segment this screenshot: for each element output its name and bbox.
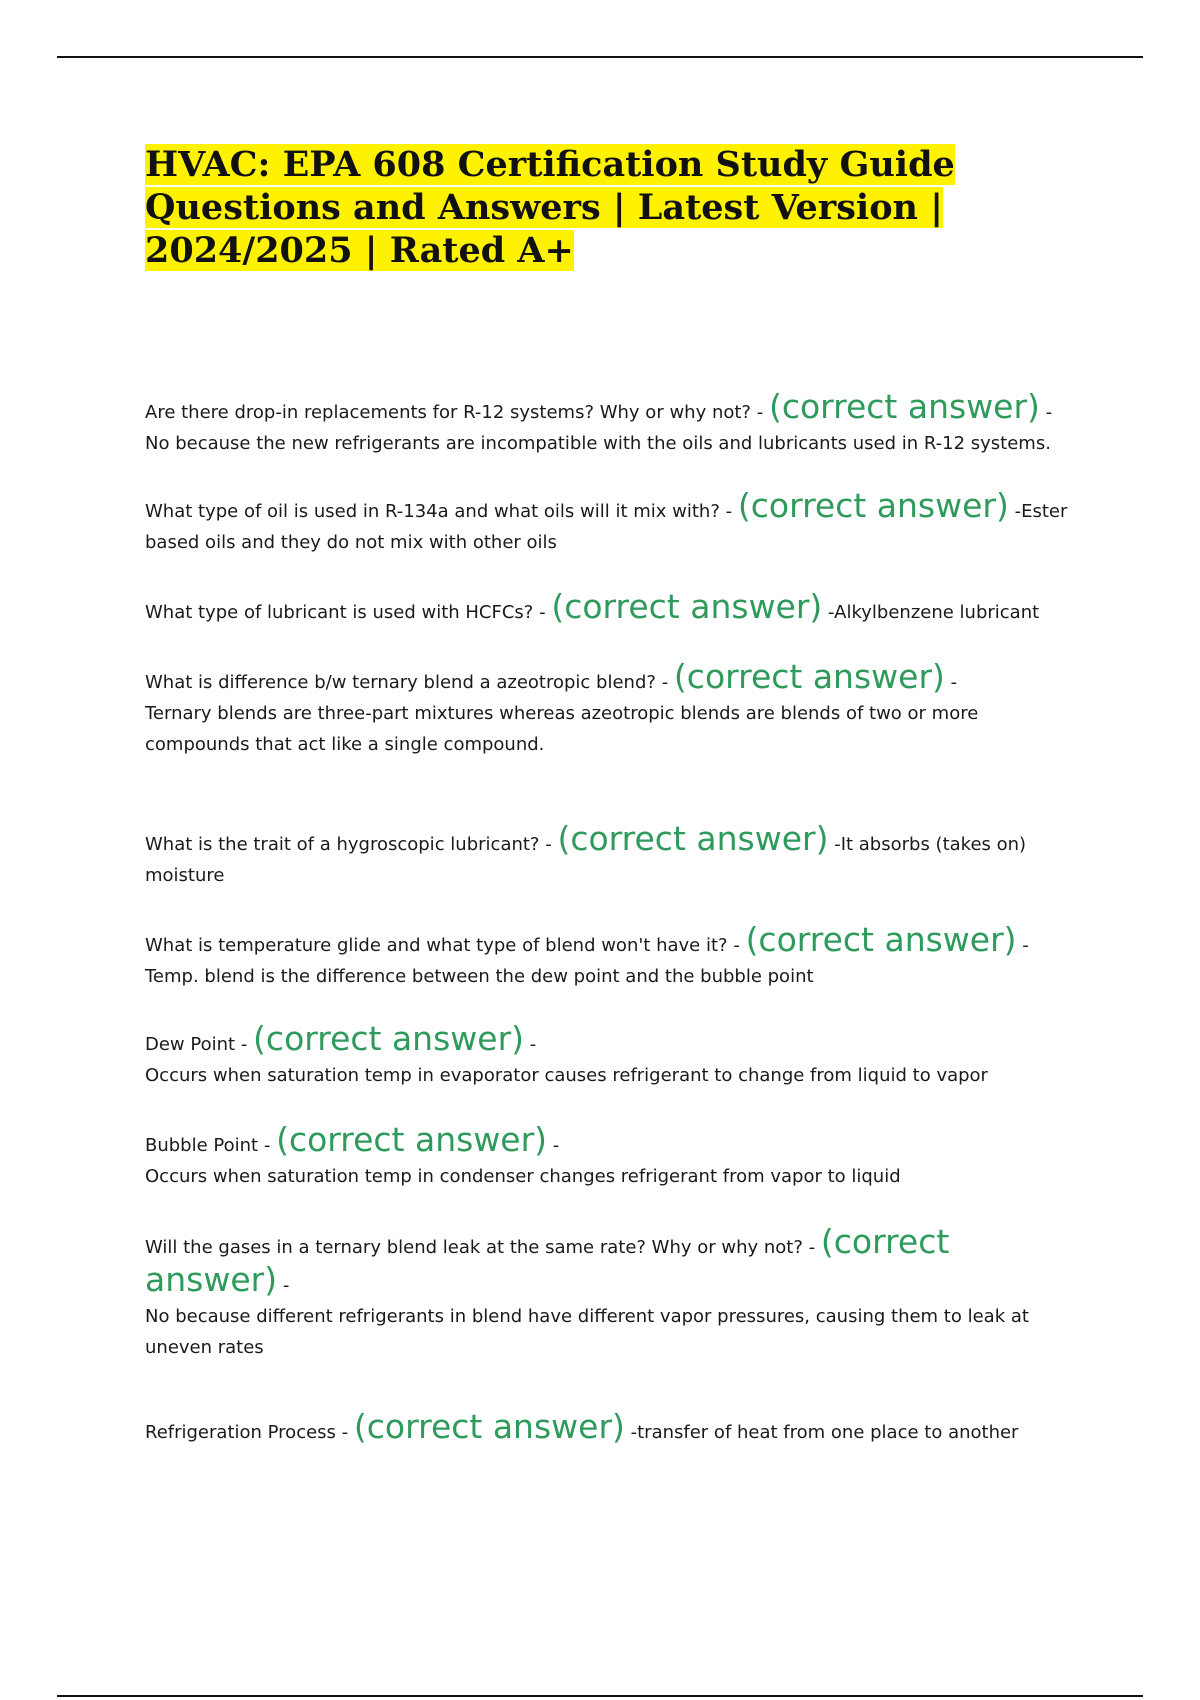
qa-item: What is the trait of a hygroscopic lubricant? - (correct answer) -It absorbs (takes on) moisture [145, 819, 1027, 886]
question-text: What type of oil is used in R-134a and what oils will it mix with? [145, 501, 720, 522]
correct-answer-tag: (correct answer) [353, 1407, 625, 1446]
correct-answer-tag: (correct answer) [745, 920, 1017, 959]
qa-item: What type of oil is used in R-134a and what oils will it mix with? - (correct answer) -Ester based oils and they do not mix with other oils [145, 486, 1068, 553]
qa-item: What is temperature glide and what type of blend won't have it? - (correct answer) - Temp. blend is the difference between the dew point and the bubble point [145, 920, 1029, 987]
question-text: What is the trait of a hygroscopic lubricant? [145, 834, 540, 855]
correct-answer-tag: (correct answer) [557, 819, 829, 858]
answer-text: Occurs when saturation temp in condenser changes refrigerant from vapor to liquid [145, 1166, 901, 1187]
qa-item: Refrigeration Process - (correct answer) -transfer of heat from one place to another [145, 1407, 1019, 1446]
question-text: Bubble Point [145, 1135, 259, 1156]
answer-text: Temp. blend is the difference between the dew point and the bubble point [145, 966, 814, 987]
answer-text: Ternary blends are three-part mixtures whereas azeotropic blends are blends of two or more compounds that act like a single compound. [145, 703, 979, 755]
answer-text: No because the new refrigerants are incompatible with the oils and lubricants used in R-12 systems. [145, 433, 1051, 454]
question-text: What is temperature glide and what type of blend won't have it? [145, 935, 728, 956]
question-text: Will the gases in a ternary blend leak at the same rate? Why or why not? [145, 1237, 803, 1258]
footer-rule [57, 1695, 1143, 1697]
question-text: What is difference b/w ternary blend a azeotropic blend? [145, 672, 656, 693]
header-rule [57, 56, 1143, 58]
qa-item: What type of lubricant is used with HCFCs? - (correct answer) -Alkylbenzene lubricant [145, 587, 1040, 626]
correct-answer-tag: (correct answer) [551, 587, 823, 626]
correct-answer-tag: (correct answer) [276, 1120, 548, 1159]
question-text: Dew Point [145, 1034, 236, 1055]
answer-text: No because different refrigerants in blend have different vapor pressures, causing them to leak at uneven rates [145, 1306, 1029, 1358]
qa-item: Bubble Point - (correct answer) - Occurs when saturation temp in condenser changes refrigerant from vapor to liquid [145, 1120, 901, 1187]
correct-answer-tag: (correct answer) [253, 1019, 525, 1058]
document-title: HVAC: EPA 608 Certification Study Guide Questions and Answers | Latest Version | 2024/2025 | Rated A+ [145, 144, 955, 271]
qa-item: Dew Point - (correct answer) - Occurs when saturation temp in evaporator causes refrigerant to change from liquid to vapor [145, 1019, 988, 1086]
question-text: What type of lubricant is used with HCFCs? [145, 602, 534, 623]
correct-answer-tag: (correct answer) [673, 657, 945, 696]
qa-item: Are there drop-in replacements for R-12 systems? Why or why not? - (correct answer) - No because the new refrigerants are incompatible with the oils and lubricants used in R-12 systems. [145, 387, 1053, 454]
answer-text: Ester based oils and they do not mix with other oils [145, 501, 1068, 553]
qa-item: What is difference b/w ternary blend a azeotropic blend? - (correct answer) - Ternary blends are three-part mixtures whereas azeotropic blends are blends of two or more compounds that act like a single compound. [145, 657, 979, 755]
answer-text: Occurs when saturation temp in evaporator causes refrigerant to change from liquid to vapor [145, 1065, 988, 1086]
qa-item: Will the gases in a ternary blend leak at the same rate? Why or why not? - (correct answer) - No because different refrigerants in blend have different vapor pressures, causing them to leak at uneven rates [145, 1222, 1029, 1358]
correct-answer-tag: (correct answer) [768, 387, 1040, 426]
answer-text: transfer of heat from one place to another [637, 1422, 1019, 1443]
answer-text: Alkylbenzene lubricant [834, 602, 1040, 623]
question-text: Are there drop-in replacements for R-12 systems? Why or why not? [145, 402, 751, 423]
answer-text: It absorbs (takes on) moisture [145, 834, 1027, 886]
correct-answer-tag: (correct answer) [145, 1222, 950, 1299]
correct-answer-tag: (correct answer) [737, 486, 1009, 525]
question-text: Refrigeration Process [145, 1422, 336, 1443]
